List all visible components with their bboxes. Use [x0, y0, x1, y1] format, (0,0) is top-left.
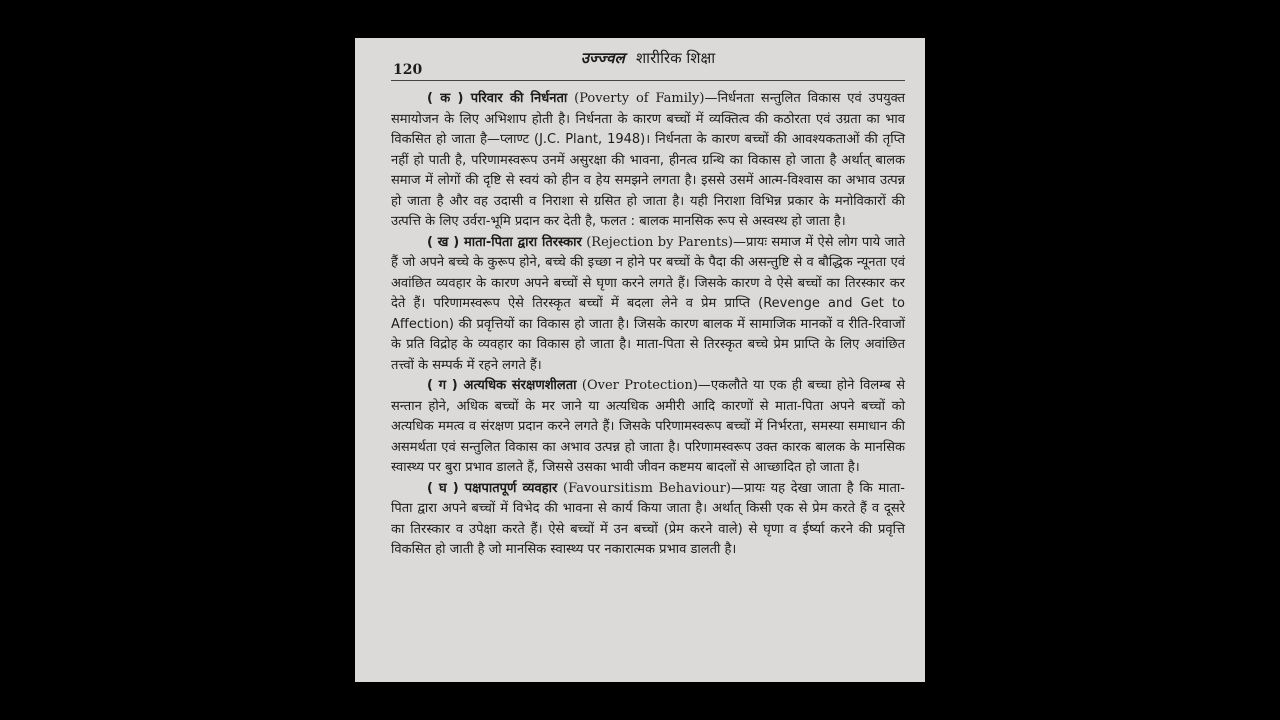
paragraph-over-protection [391, 376, 905, 479]
section-body: —प्रायः यह देखा जाता है कि माता-पिता द्वारा अपने बच्चों में विभेद की भावना से कार्य किया जाता है। अर्थात् किसी एक से प्रेम करते हैं व दूसरे का तिरस्कार व उपेक्षा करते हैं। ऐसे बच्चों में उन बच्चों (प्रेम करने वाले) से घृणा व ईर्ष्या करने की प्रवृत्ति विकसित हो जाती है जो मानसिक स्वास्थ्य पर नकारात्मक प्रभाव डालती है। [391, 480, 905, 557]
section-english-term: (Over Protection) [581, 378, 698, 393]
section-english-term: (Poverty of Family) [574, 91, 705, 106]
paragraph-poverty-of-family [391, 89, 905, 233]
book-subject: शारीरिक शिक्षा [635, 49, 716, 67]
paragraph-favouritism-behaviour [391, 479, 905, 561]
section-heading: ( घ ) पक्षपातपूर्ण व्यवहार [427, 480, 558, 496]
section-heading: ( ख ) माता-पिता द्वारा तिरस्कार [427, 234, 582, 250]
page-number: 120 [393, 62, 423, 78]
page-header [391, 50, 905, 81]
section-body: —एकलौते या एक ही बच्चा होने विलम्ब से सन्तान होने, अधिक बच्चों के मर जाने या अत्यधिक अमीरी आदि कारणों से माता-पिता अपने बच्चों को अत्यधिक ममत्व व संरक्षण प्रदान करने लगते हैं। जिसके परिणामस्वरूप बच्चों में निर्भरता, समस्या समाधान की असमर्थता एवं सन्तुलित विकास का अभाव उत्पन्न हो जाता है। परिणामस्वरूप उक्त कारक बालक के मानसिक स्वास्थ्य पर बुरा प्रभाव डालते हैं, जिससे उसका भावी जीवन कष्टमय बादलों से आच्छादित हो जाता है। [391, 378, 905, 475]
section-heading: ( क ) परिवार की निर्धनता [427, 91, 568, 106]
paragraph-rejection-by-parents [391, 233, 905, 377]
section-heading: ( ग ) अत्यधिक संरक्षणशीलता [427, 378, 577, 393]
section-body: —निर्धनता सन्तुलित विकास एवं उपयुक्त समायोजन के लिए अभिशाप होती है। निर्धनता के कारण बच्चों में व्यक्तित्व की कठोरता एवं उग्रता का भाव विकसित हो जाता है—प्लाण्ट (J.C. Plant, 1948)। निर्धनता के कारण बच्चों की आवश्यकताओं की तृप्ति नहीं हो पाती है, परिणामस्वरूप उनमें असुरक्षा की भावना, हीनत्व ग्रन्थि का विकास हो जाता है अर्थात् बालक समाज में लोगों की दृष्टि से स्वयं को हीन व हेय समझने लगता है। इससे उसमें आत्म-विश्वास का अभाव उत्पन्न हो जाता है और वह उदासी व निराशा से ग्रसित हो जाता है। यही निराशा विभिन्न प्रकार के मनोविकारों की उत्पत्ति के लिए उर्वरा-भूमि प्रदान कर देती है, फलत : बालक मानसिक रूप से अस्वस्थ हो जाता है। [391, 91, 905, 229]
section-body: —प्रायः समाज में ऐसे लोग पाये जाते हैं जो अपने बच्चे के कुरूप होने, बच्चे की इच्छा न होने पर बच्चों के पैदा की असन्तुष्टि से व बौद्धिक न्यूनता एवं अवांछित व्यवहार के कारण अपने बच्चों से घृणा करने लगते हैं। जिसके कारण वे ऐसे बच्चों का तिरस्कार कर देते हैं। परिणामस्वरूप ऐसे तिरस्कृत बच्चों में बदला लेने व प्रेम प्राप्ति (Revenge and Get to Affection) की प्रवृत्तियों का विकास हो जाता है। जिसके कारण बालक में सामाजिक मानकों व रीति-रिवाजों के प्रति विद्रोह के व्यवहार का विकास हो जाता है। माता-पिता से तिरस्कृत बच्चे प्रेम प्राप्ति के लिए अवांछित तत्त्वों के सम्पर्क में रहने लगते हैं। [391, 234, 906, 373]
running-title [391, 48, 905, 68]
book-brand: उज्ज्वल [580, 49, 625, 67]
book-page [355, 38, 925, 682]
section-english-term: (Favoursitism Behaviour) [563, 480, 731, 496]
section-english-term: (Rejection by Parents) [586, 234, 734, 250]
